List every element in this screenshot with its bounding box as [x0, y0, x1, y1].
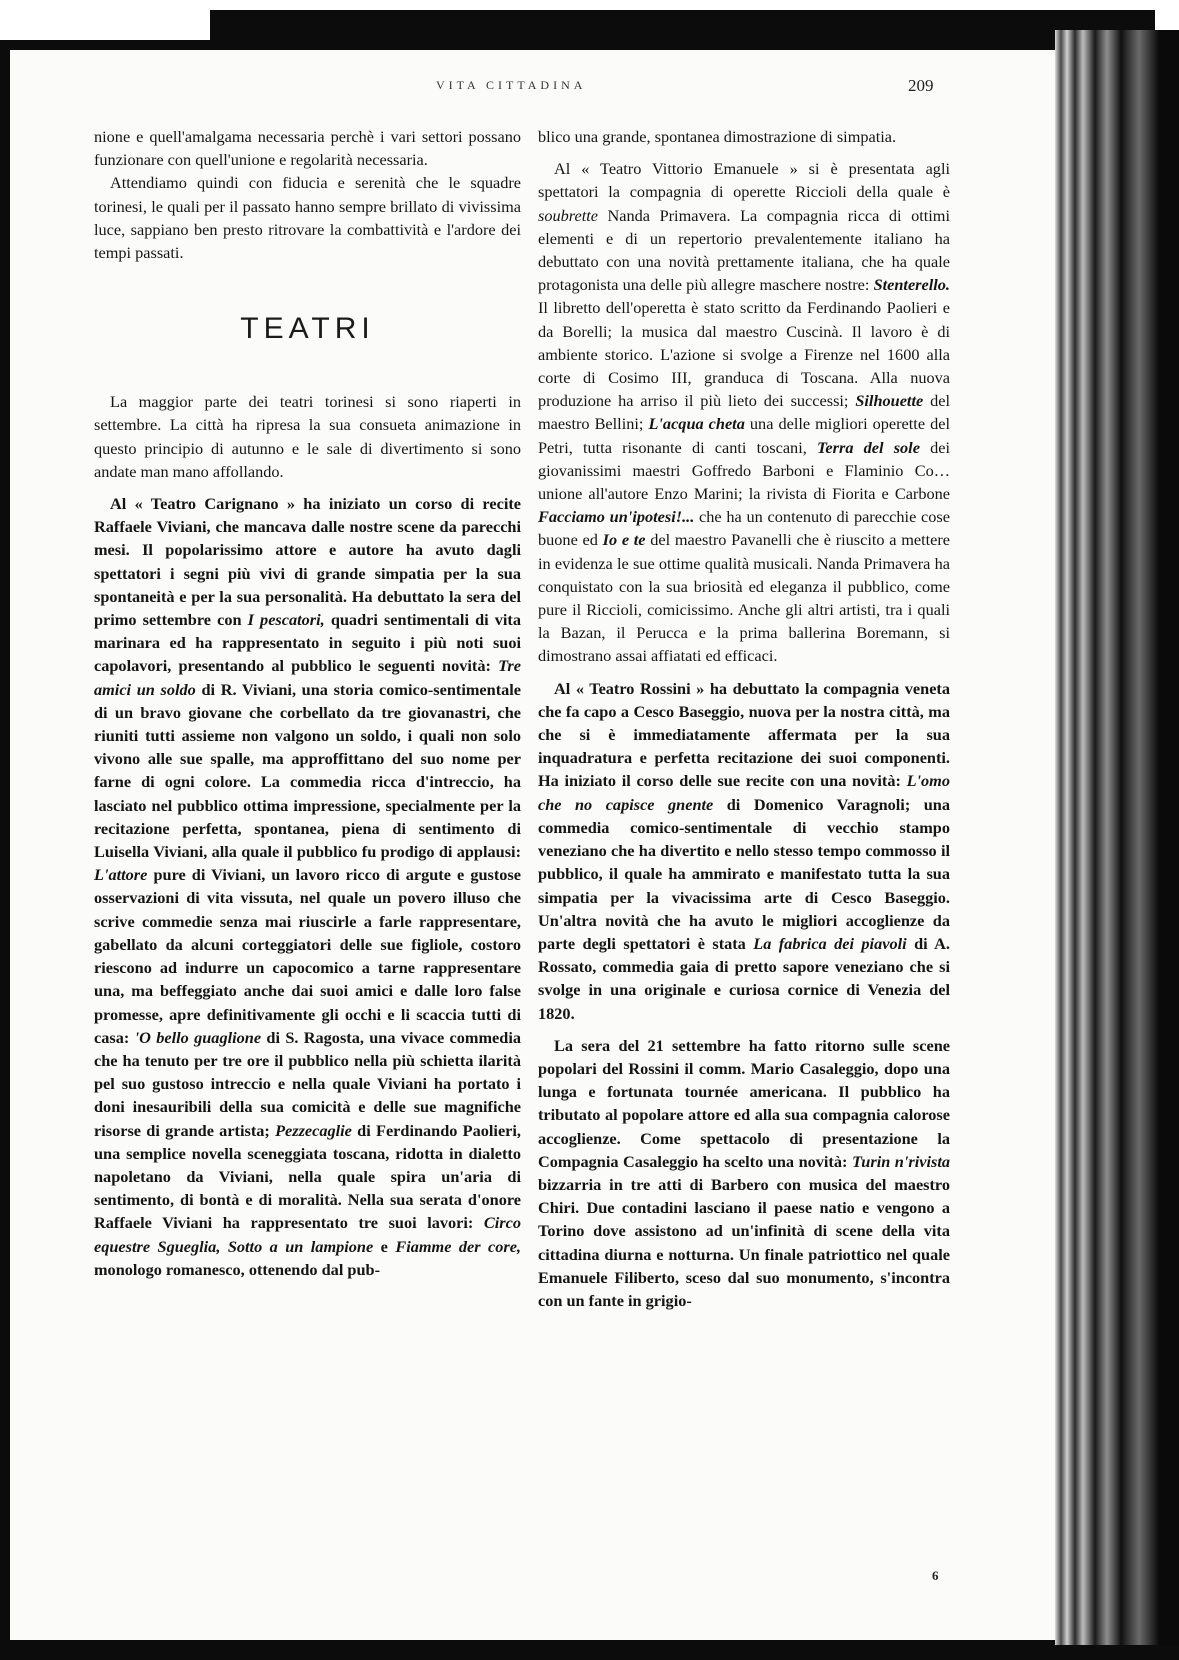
paragraph: La maggior parte dei teatri torinesi si sono riaperti in settembre. La città ha ripresa la sua consueta animazione in questo principio di autunno e le sale di divertimento si sono andate man mano affollando.: [94, 392, 521, 481]
play-title: Facciamo un'ipotesi!...: [538, 507, 695, 527]
text-run: che ha un contenuto di parecchie cose buone ed: [538, 507, 950, 550]
play-title: La fabrica dei piavoli: [753, 933, 907, 953]
paragraph: blico una grande, spontanea dimostrazione di simpatia.: [538, 127, 897, 146]
text-run: una delle migliori operette del Petri, tutta risonante di canti toscani,: [538, 414, 950, 457]
play-title: soubrette: [538, 205, 598, 225]
paragraph-carignano: [94, 492, 521, 1281]
book-page-edges: [1055, 30, 1179, 1645]
paragraph: nione e quell'amalgama necessaria perchè i vari settori possano funzionare con quell'unione e regolarità necessaria.: [94, 127, 521, 170]
play-title: Circo equestre Sgueglia, Sotto a un lampione: [94, 1213, 522, 1256]
play-title: 'O bello guaglione: [134, 1027, 262, 1047]
play-title: Tre amici un soldo: [94, 656, 521, 699]
play-title: Turin n'rivista: [851, 1151, 950, 1171]
paragraph: Attendiamo quindi con fiducia e serenità che le squadre torinesi, le quali per il passato hanno sempre brillato di vivissima luce, sappiano ben presto ritrovare la combattività e l'ardore dei tempi passati.: [94, 173, 521, 263]
text-run: di A. Rossato, commedia gaia di pretto sapore veneziano che si svolge in una originale e curiosa cornice di Venezia del 1820.: [538, 933, 950, 1023]
text-run: di Ferdinando Paolieri, una semplice novella sceneggiata toscana, ridotta in dialetto napoletano da Viviani, nella quale spira un'aria di sentimento, di bontà e di moralità. Nella sua serata d'onore Raffaele Viviani ha rappresentato tre suoi lavori:: [94, 1120, 521, 1233]
text-run: del maestro Pavanelli che è riuscito a mettere in evidenza le sue ottime qualità musicali. Nanda Primavera ha conquistato con la sua briosità ed eleganza il pubblico, come pure il Riccioli, comicissimo. Anche gli altri artisti, tra i quali la Bazan, il Perucca e la prima ballerina Boremann, si dimostrano assai affiatati ed efficaci.: [538, 530, 951, 666]
text-run: di Domenico Varagnoli; una commedia comico-sentimentale di vecchio stampo veneziano che ha divertito e nello stesso tempo commosso il pubblico, il quale ha ammirato e manifestato tutta la sua simpatia per la vivacissima arte di Cesco Baseggio. Un'altra novità che ha avuto le migliori accoglienze da parte degli spettatori è stata: [538, 794, 950, 953]
play-title: I pescatori,: [247, 610, 325, 630]
text-run: di R. Viviani, una storia comico-sentimentale di un bravo giovane che corbellato da tre giovanastri, che riuniti tutti assieme non valgono un soldo, i quali non solo vivono alle sue spalle, ma approffittano del suo nome per farne di ogni colore. La commedia ricca d'intreccio, ha lasciato nel pubblico ottima impressione, specialmente per la recitazione perfetta, spontanea, piena di sentimento di Luisella Viviani, alla quale il pubblico fu prodigo di applausi:: [94, 679, 522, 862]
scan-border-left: [0, 40, 10, 1660]
text-run: Al « Teatro Vittorio Emanuele » si è presentata agli spettatori la compagnia di operette Riccioli della quale è: [538, 159, 950, 202]
running-head: VITA CITTADINA: [436, 78, 587, 92]
text-run: bizzarria in tre atti di Barbero con musica del maestro Chiri. Due contadini lasciano il paese natio e vengono a Torino dove assistono ad un'infinità di scene della vita cittadina diurna e notturna. Un finale patriottico nel quale Emanuele Filiberto, sceso dal suo monumento, s'incontra con un fante in grigio-: [538, 1174, 950, 1310]
text-run: Il libretto dell'operetta è stato scritto da Ferdinando Paolieri e da Borelli; la musica dal maestro Cuscinà. Il lavoro è di ambiente storico. L'azione si svolge a Firenze nel 1600 alla corte di Cosimo III, granduca di Toscana. Alla nuova produzione ha arriso il più lieto dei successi;: [538, 298, 950, 411]
play-title: L'attore: [94, 865, 148, 885]
page-number: 209: [908, 76, 934, 95]
text-run: La sera del 21 settembre ha fatto ritorno sulle scene popolari del Rossini il comm. Mario Casaleggio, dopo una lunga e fortunata tournée americana. Il pubblico ha tributato al popolare attore ed alla sua compagnia calorose accoglienze. Come spettacolo di presentazione la Compagnia Casaleggio ha scelto una novità:: [538, 1035, 950, 1171]
play-title: Silhouette: [855, 391, 924, 411]
text-run: Al « Teatro Rossini » ha debuttato la compagnia veneta che fa capo a Cesco Baseggio, nuova per la nostra città, ma che si è immediatamente affermata per la sua inquadratura e perfetta recitazione dei suoi componenti. Ha iniziato il corso delle sue recite con una novità:: [538, 678, 950, 791]
text-run: Nanda Primavera. La compagnia ricca di ottimi elementi e di un repertorio prevalentemente italiano ha debuttato con una novità prettamente italiana, che ha quale protagonista una delle più allegre maschere nostre:: [538, 205, 950, 295]
paragraph-rossini: [538, 677, 950, 1025]
text-run: monologo romanesco, ottenendo dal pub-: [94, 1259, 381, 1279]
play-title: Terra del sole: [816, 437, 920, 457]
text-run: e: [380, 1236, 388, 1256]
text-run: Al « Teatro Carignano » ha iniziato un corso di recite Raffaele Viviani, che mancava dalle nostre scene da parecchi mesi. Il popolarissimo attore e autore ha avuto dagli spettatori i segni più vivi di grande simpatia per la sua spontaneità e per la sua personalità. Ha debuttato la sera del primo settembre con: [94, 494, 521, 630]
text-run: pure di Viviani, un lavoro ricco di argute e gustose osservazioni di vita vissuta, nel quale un povero illuso che scrive commedie senza mai riuscirle a farle rappresentare, gabellato da alcuni corteggiatori delle sue figliole, costoro riescono ad indurre un capocomico a tarne rappresentare una, ma beffeggiato anche dai suoi amici e dalle loro false promesse, apre definitivamente gli occhi e li scaccia tutti di casa:: [94, 865, 521, 1047]
right-column: [538, 125, 950, 1312]
scan-border-bottom: [0, 1640, 1179, 1660]
paragraph-casaleggio: [538, 1034, 950, 1312]
play-title: Io e te: [602, 530, 646, 550]
play-title: Stenterello.: [873, 275, 950, 295]
text-run: del maestro Bellini;: [538, 391, 950, 434]
text-run: quadri sentimentali di vita marinara ed ha rappresentato in seguito i più noti suoi capolavori, presentando al pubblico le seguenti novità:: [94, 610, 521, 676]
play-title: Fiamme der core,: [395, 1236, 522, 1256]
play-title: L'omo che no capisce gnente: [538, 771, 950, 814]
play-title: L'acqua cheta: [648, 414, 745, 434]
paragraph-vittorio-emanuele: [538, 157, 950, 667]
signature-mark: 6: [932, 1568, 939, 1583]
left-column: [94, 125, 521, 1281]
section-title: TEATRI: [240, 312, 375, 346]
play-title: Pezzecaglie: [275, 1120, 352, 1140]
scan-border-notch: [0, 10, 210, 40]
text-run: di S. Ragosta, una vivace commedia che ha tenuto per tre ore il pubblico nella più schietta ilarità pel suo gustoso intreccio e nella quale Viviani ha portato i doni inesauribili della sua comicità e delle sue magnifiche risorse di grande artista;: [94, 1027, 521, 1140]
text-run: dei giovanissimi maestri Goffredo Barboni e Flaminio Co… unione all'autore Enzo Marini; la rivista di Fiorita e Carbone: [538, 437, 951, 504]
